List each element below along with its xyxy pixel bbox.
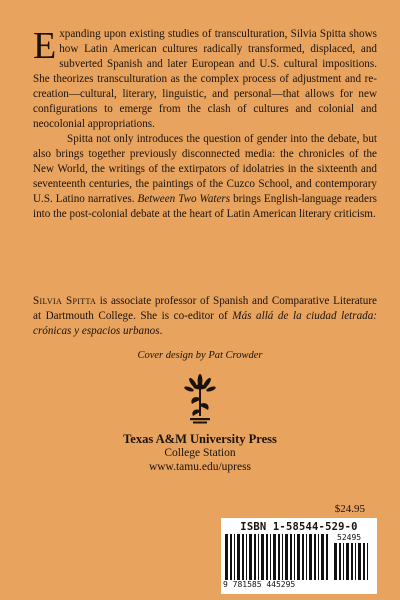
- barcode-bar: [309, 534, 312, 580]
- author-bio-text: is associate professor of Spanish and Comparative Literature at Dartmouth College. She is co-editor of: [33, 295, 377, 322]
- barcode-bar: [273, 534, 276, 580]
- isbn-number: ISBN 1-58544-529-0: [240, 521, 358, 533]
- back-cover-blurb: [33, 27, 377, 222]
- barcode-bar: [237, 534, 240, 580]
- barcode-bar: [297, 534, 300, 580]
- blurb-paragraph-1: [33, 27, 377, 132]
- publisher-info: [0, 432, 400, 474]
- barcode-bar: [285, 534, 288, 580]
- cover-design-credit: Cover design by Pat Crowder: [137, 350, 263, 361]
- barcode-bar: [343, 543, 344, 580]
- barcode-bar: [326, 534, 328, 580]
- barcode-bar: [290, 534, 292, 580]
- press-logo-icon: [184, 372, 216, 428]
- barcode-bar: [358, 543, 361, 580]
- drop-cap: E: [33, 25, 57, 67]
- barcode-bar: [234, 534, 235, 580]
- barcode-bar: [242, 534, 244, 580]
- blurb-p2-text-a: Spitta not only introduces the question of gender into the debate, but also brings together previously disconnected media: the chronicles of the New World, the writings of the extirpators of idolatries in the sixteenth and seventeenth centuries, the paintings of the Cuzco School, and contemporary U.S. Latino narratives.: [33, 133, 377, 205]
- barcode-bar: [314, 534, 316, 580]
- barcode-bar: [306, 534, 307, 580]
- barcode-bar: [346, 543, 349, 580]
- ean-number: 9 781585 445295: [223, 580, 296, 589]
- barcode-bar: [230, 534, 232, 580]
- publisher-location: College Station: [164, 447, 236, 459]
- author-bio-end: .: [159, 325, 163, 337]
- price-label: $24.95: [334, 503, 365, 515]
- barcode-bar: [278, 534, 280, 580]
- ean-barcode-icon: [225, 534, 331, 580]
- blurb-p1-text: xpanding upon existing studies of transculturation, Silvia Spitta shows how Latin American cultures radically transformed, displaced, and subverted Spanish and later European and U.S. cultural impositions. She theorizes transculturation as the complex process of adjustment and re-creation—cultural, literary, linguistic, and personal—that allows for new configurations to emerge from the clash of cultures and colonial and neocolonial appropriations.: [33, 28, 377, 130]
- price-addon-number: 52495: [337, 533, 362, 542]
- barcode-bar: [367, 543, 368, 580]
- blurb-paragraph-2: [33, 132, 377, 222]
- barcode-bar: [225, 534, 228, 580]
- barcode-bar: [355, 543, 356, 580]
- barcode-bar: [318, 534, 319, 580]
- barcode-bar: [282, 534, 283, 580]
- publisher-name: Texas A&M University Press: [123, 432, 277, 446]
- barcode-bar: [294, 534, 295, 580]
- barcode-bar: [351, 543, 353, 580]
- blurb-p2-text-b: brings English-language readers into the post-colonial debate at the heart of Latin American literary criticism.: [33, 193, 377, 220]
- addon-barcode-icon: [334, 543, 372, 580]
- barcode-bar: [363, 543, 365, 580]
- barcode-bar: [302, 534, 304, 580]
- barcode-bar: [339, 543, 341, 580]
- author-bio: [33, 294, 377, 339]
- book-title: Between Two Waters: [137, 193, 231, 205]
- barcode-bar: [261, 534, 264, 580]
- barcode-bar: [321, 534, 324, 580]
- barcode-bar: [249, 534, 252, 580]
- barcode-bar: [258, 534, 259, 580]
- barcode-label: [221, 518, 377, 594]
- barcode-bar: [246, 534, 247, 580]
- barcode-bar: [334, 543, 337, 580]
- author-name: Silvia Spitta: [33, 295, 97, 307]
- coedited-book-title: Más allá de la ciudad letrada: crónicas y espacios urbanos: [33, 310, 377, 337]
- barcode-bar: [270, 534, 271, 580]
- barcode-bar: [254, 534, 256, 580]
- publisher-url: www.tamu.edu/upress: [148, 461, 252, 473]
- barcode-bar: [266, 534, 268, 580]
